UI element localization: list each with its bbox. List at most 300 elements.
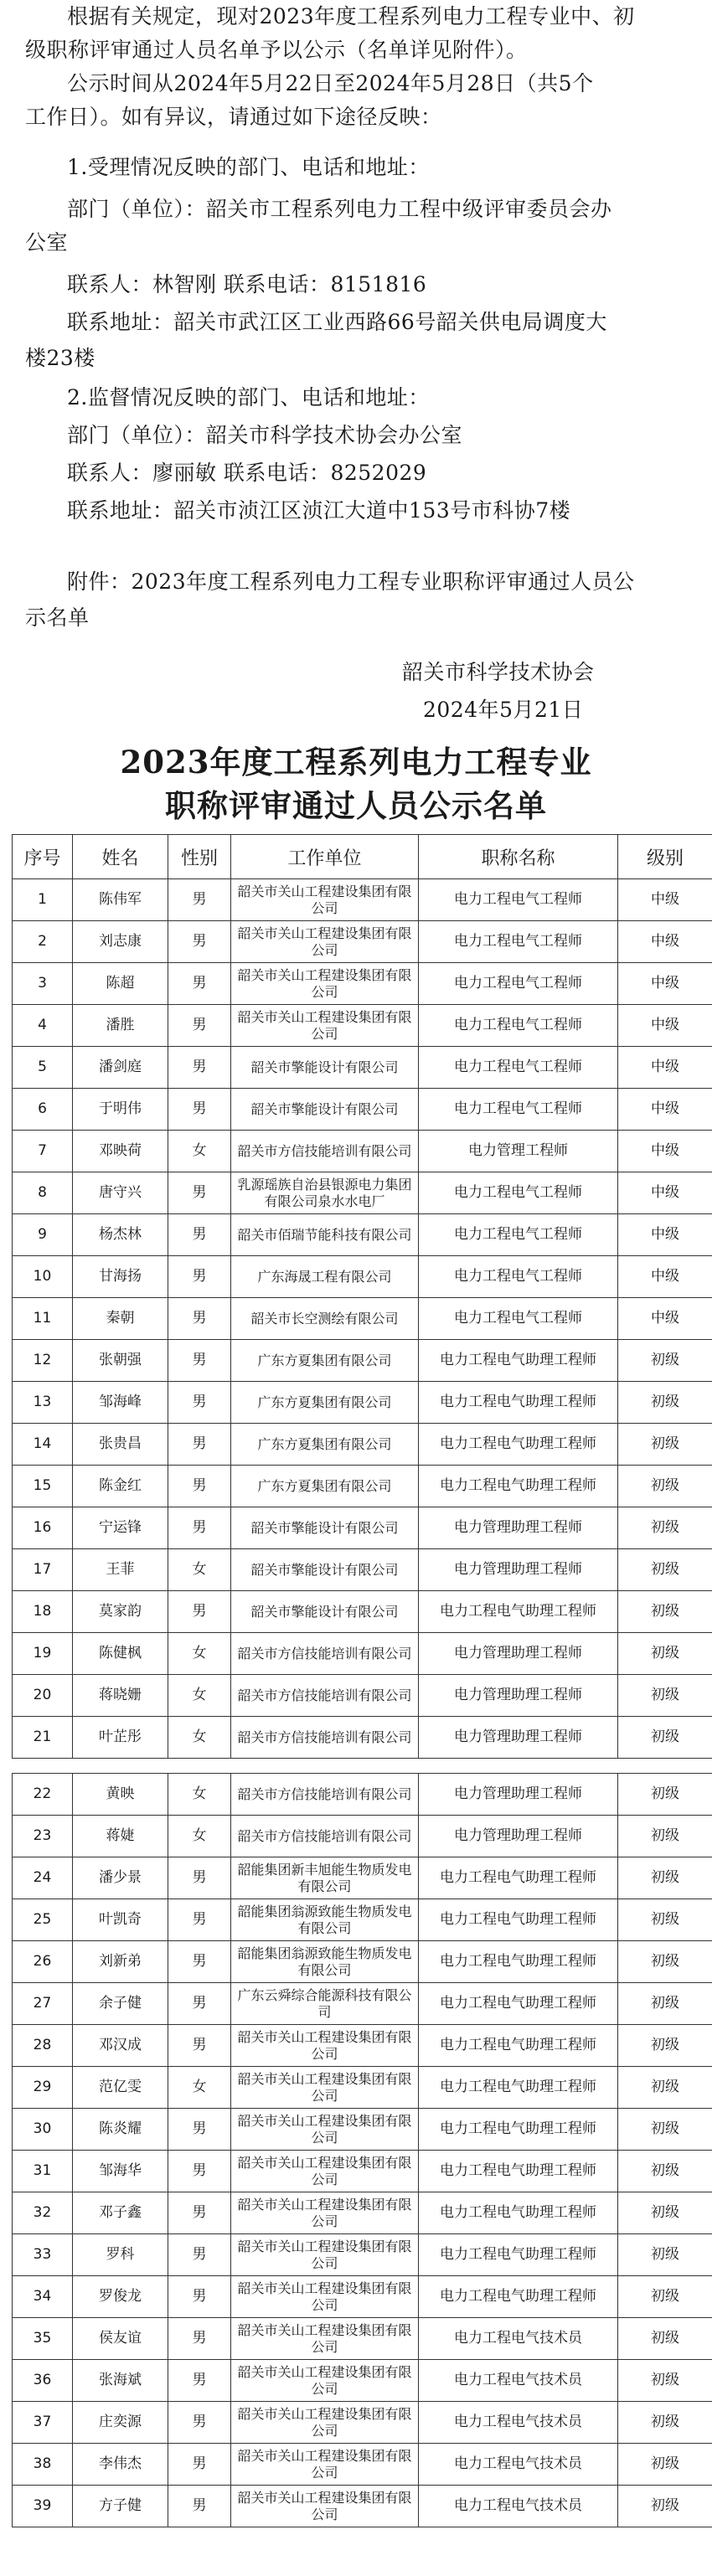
seq-cell: 4 [13, 1005, 73, 1047]
title-cell: 电力工程电气助理工程师 [419, 1424, 618, 1466]
unit-cell: 韶关市关山工程建设集团有限公司 [231, 921, 419, 963]
roster-table [12, 834, 712, 1759]
name-cell: 邓映荷 [73, 1131, 168, 1172]
name-cell: 张朝强 [73, 1340, 168, 1382]
seq-cell: 34 [13, 2276, 73, 2318]
seq-cell: 14 [13, 1424, 73, 1466]
title-cell: 电力工程电气助理工程师 [419, 1466, 618, 1507]
seq-cell: 20 [13, 1675, 73, 1717]
name-cell: 蒋婕 [73, 1816, 168, 1857]
title-cell: 电力工程电气工程师 [419, 879, 618, 921]
seq-cell: 18 [13, 1591, 73, 1633]
unit-cell: 韶关市关山工程建设集团有限公司 [231, 2234, 419, 2276]
title-cell: 电力工程电气助理工程师 [419, 1857, 618, 1899]
gender-cell: 女 [168, 1717, 231, 1759]
gender-cell: 男 [168, 1089, 231, 1131]
table-row [13, 1131, 712, 1172]
level-cell: 初级 [618, 2109, 712, 2151]
gender-cell: 男 [168, 1382, 231, 1424]
roster-header-row [13, 835, 712, 879]
gender-cell: 男 [168, 2025, 231, 2067]
level-cell: 初级 [618, 2025, 712, 2067]
name-cell: 刘新弟 [73, 1941, 168, 1983]
unit-cell: 韶关市关山工程建设集团有限公司 [231, 2109, 419, 2151]
name-cell: 莫家韵 [73, 1591, 168, 1633]
name-cell: 甘海扬 [73, 1256, 168, 1298]
unit-cell: 韶关市关山工程建设集团有限公司 [231, 2151, 419, 2192]
unit-cell: 韶关市关山工程建设集团有限公司 [231, 2360, 419, 2402]
level-cell: 初级 [618, 1941, 712, 1983]
table-row [13, 1717, 712, 1759]
unit-cell: 韶关市擎能设计有限公司 [231, 1047, 419, 1089]
title-cell: 电力工程电气助理工程师 [419, 2192, 618, 2234]
name-cell: 张海斌 [73, 2360, 168, 2402]
unit-cell: 韶关市关山工程建设集团有限公司 [231, 2486, 419, 2527]
notice-line: 部门（单位）：韶关市科学技术协会办公室 [67, 423, 463, 447]
gender-cell: 男 [168, 1340, 231, 1382]
table-row [13, 1774, 712, 1816]
table-row [13, 1466, 712, 1507]
table-row [13, 1983, 712, 2025]
notice-line: 1.受理情况反映的部门、电话和地址： [67, 155, 430, 179]
unit-cell: 韶关市擎能设计有限公司 [231, 1591, 419, 1633]
unit-cell: 广东海晟工程有限公司 [231, 1256, 419, 1298]
name-cell: 陈金红 [73, 1466, 168, 1507]
name-cell: 刘志康 [73, 921, 168, 963]
table-row [13, 963, 712, 1005]
unit-cell: 韶关市关山工程建设集团有限公司 [231, 963, 419, 1005]
notice-line: 根据有关规定，现对2023年度工程系列电力工程专业中、初 [67, 4, 635, 28]
name-cell: 叶凯奇 [73, 1899, 168, 1941]
seq-cell: 32 [13, 2192, 73, 2234]
gender-cell: 男 [168, 1047, 231, 1089]
level-cell: 初级 [618, 1591, 712, 1633]
seq-cell: 8 [13, 1172, 73, 1214]
name-cell: 唐守兴 [73, 1172, 168, 1214]
unit-cell: 韶关市关山工程建设集团有限公司 [231, 2025, 419, 2067]
unit-cell: 韶关市方信技能培训有限公司 [231, 1633, 419, 1675]
level-cell: 初级 [618, 2444, 712, 2486]
title-cell: 电力工程电气技术员 [419, 2444, 618, 2486]
seq-cell: 7 [13, 1131, 73, 1172]
table-row [13, 2234, 712, 2276]
level-cell: 初级 [618, 2067, 712, 2109]
notice-line: 公示时间从2024年5月22日至2024年5月28日（共5个 [67, 71, 594, 95]
table-row [13, 1857, 712, 1899]
level-cell: 初级 [618, 1466, 712, 1507]
name-cell: 李伟杰 [73, 2444, 168, 2486]
seq-cell: 23 [13, 1816, 73, 1857]
level-cell: 初级 [618, 1340, 712, 1382]
table-row [13, 2025, 712, 2067]
unit-cell: 韶关市方信技能培训有限公司 [231, 1131, 419, 1172]
name-cell: 陈超 [73, 963, 168, 1005]
name-cell: 陈炎耀 [73, 2109, 168, 2151]
level-cell: 初级 [618, 1675, 712, 1717]
gender-cell: 女 [168, 2067, 231, 2109]
seq-cell: 22 [13, 1774, 73, 1816]
gender-cell: 男 [168, 963, 231, 1005]
name-cell: 潘少景 [73, 1857, 168, 1899]
title-cell: 电力工程电气工程师 [419, 1298, 618, 1340]
title-cell: 电力管理助理工程师 [419, 1675, 618, 1717]
name-cell: 邓汉成 [73, 2025, 168, 2067]
seq-cell: 10 [13, 1256, 73, 1298]
level-cell: 中级 [618, 921, 712, 963]
title-cell: 电力工程电气技术员 [419, 2360, 618, 2402]
seq-cell: 2 [13, 921, 73, 963]
title-cell: 电力管理助理工程师 [419, 1774, 618, 1816]
level-cell: 初级 [618, 1774, 712, 1816]
level-cell: 初级 [618, 2234, 712, 2276]
table-row [13, 1047, 712, 1089]
notice-date: 2024年5月21日 [423, 698, 584, 722]
title-cell: 电力工程电气工程师 [419, 963, 618, 1005]
seq-cell: 26 [13, 1941, 73, 1983]
unit-cell: 乳源瑶族自治县银源电力集团有限公司泉水水电厂 [231, 1172, 419, 1214]
table-row [13, 1633, 712, 1675]
level-cell: 中级 [618, 1131, 712, 1172]
seq-cell: 24 [13, 1857, 73, 1899]
unit-cell: 韶关市方信技能培训有限公司 [231, 1717, 419, 1759]
name-cell: 陈伟军 [73, 879, 168, 921]
table-row [13, 879, 712, 921]
table-row [13, 2067, 712, 2109]
table-row [13, 2486, 712, 2527]
seq-cell: 21 [13, 1717, 73, 1759]
unit-cell: 韶关市擎能设计有限公司 [231, 1549, 419, 1591]
name-cell: 潘剑庭 [73, 1047, 168, 1089]
table-row [13, 2192, 712, 2234]
notice-line: 附件：2023年度工程系列电力工程专业职称评审通过人员公 [67, 569, 635, 594]
table-row [13, 1941, 712, 1983]
unit-cell: 韶关市关山工程建设集团有限公司 [231, 2402, 419, 2444]
notice-line: 联系地址：韶关市武江区工业西路66号韶关供电局调度大 [67, 310, 607, 334]
gender-cell: 男 [168, 1172, 231, 1214]
name-cell: 陈健枫 [73, 1633, 168, 1675]
title-cell: 电力工程电气助理工程师 [419, 1941, 618, 1983]
gender-cell: 男 [168, 2360, 231, 2402]
title-cell: 电力工程电气技术员 [419, 2486, 618, 2527]
title-cell: 电力工程电气助理工程师 [419, 1340, 618, 1382]
roster-body-continued [13, 1774, 712, 2527]
table-row [13, 1340, 712, 1382]
table-row [13, 1005, 712, 1047]
level-cell: 中级 [618, 879, 712, 921]
unit-cell: 广东方夏集团有限公司 [231, 1382, 419, 1424]
notice-line: 联系人：林智刚 联系电话：8151816 [67, 272, 427, 296]
table-row [13, 1298, 712, 1340]
title-cell: 电力工程电气助理工程师 [419, 2234, 618, 2276]
name-cell: 邓子鑫 [73, 2192, 168, 2234]
unit-cell: 韶关市方信技能培训有限公司 [231, 1675, 419, 1717]
gender-cell: 女 [168, 1675, 231, 1717]
seq-cell: 16 [13, 1507, 73, 1549]
seq-cell: 9 [13, 1214, 73, 1256]
header-title-cell: 职称名称 [419, 835, 618, 879]
table-row [13, 2318, 712, 2360]
gender-cell: 男 [168, 2318, 231, 2360]
table-row [13, 1899, 712, 1941]
name-cell: 邹海峰 [73, 1382, 168, 1424]
level-cell: 初级 [618, 1382, 712, 1424]
gender-cell: 男 [168, 2276, 231, 2318]
name-cell: 杨杰林 [73, 1214, 168, 1256]
title-cell: 电力工程电气技术员 [419, 2402, 618, 2444]
unit-cell: 韶能集团翁源致能生物质发电有限公司 [231, 1941, 419, 1983]
name-cell: 于明伟 [73, 1089, 168, 1131]
roster-body [13, 879, 712, 1759]
header-row [13, 835, 712, 879]
title-cell: 电力工程电气助理工程师 [419, 2151, 618, 2192]
list-title-line2: 职称评审通过人员公示名单 [165, 787, 547, 824]
unit-cell: 广东方夏集团有限公司 [231, 1424, 419, 1466]
gender-cell: 男 [168, 1941, 231, 1983]
unit-cell: 韶关市擎能设计有限公司 [231, 1507, 419, 1549]
title-cell: 电力工程电气技术员 [419, 2318, 618, 2360]
unit-cell: 韶能集团翁源致能生物质发电有限公司 [231, 1899, 419, 1941]
gender-cell: 男 [168, 1214, 231, 1256]
table-row [13, 1256, 712, 1298]
name-cell: 张贵昌 [73, 1424, 168, 1466]
level-cell: 中级 [618, 1214, 712, 1256]
gender-cell: 男 [168, 1899, 231, 1941]
gender-cell: 女 [168, 1816, 231, 1857]
level-cell: 初级 [618, 2360, 712, 2402]
seq-cell: 25 [13, 1899, 73, 1941]
level-cell: 初级 [618, 2402, 712, 2444]
seq-cell: 5 [13, 1047, 73, 1089]
name-cell: 余子健 [73, 1983, 168, 2025]
level-cell: 中级 [618, 1298, 712, 1340]
table-row [13, 1549, 712, 1591]
name-cell: 范亿雯 [73, 2067, 168, 2109]
notice-line: 工作日）。如有异议，请通过如下途径反映： [25, 105, 442, 129]
unit-cell: 韶关市方信技能培训有限公司 [231, 1774, 419, 1816]
unit-cell: 韶关市关山工程建设集团有限公司 [231, 2444, 419, 2486]
seq-cell: 31 [13, 2151, 73, 2192]
unit-cell: 广东方夏集团有限公司 [231, 1466, 419, 1507]
unit-cell: 广东云舜综合能源科技有限公司 [231, 1983, 419, 2025]
gender-cell: 男 [168, 2444, 231, 2486]
seq-cell: 28 [13, 2025, 73, 2067]
table-row [13, 2151, 712, 2192]
header-name-cell: 姓名 [73, 835, 168, 879]
level-cell: 中级 [618, 1005, 712, 1047]
unit-cell: 韶关市关山工程建设集团有限公司 [231, 2067, 419, 2109]
level-cell: 中级 [618, 1256, 712, 1298]
level-cell: 初级 [618, 2192, 712, 2234]
seq-cell: 33 [13, 2234, 73, 2276]
name-cell: 邹海华 [73, 2151, 168, 2192]
seq-cell: 1 [13, 879, 73, 921]
unit-cell: 韶关市佰瑞节能科技有限公司 [231, 1214, 419, 1256]
notice-signature: 韶关市科学技术协会 [402, 660, 595, 684]
name-cell: 方子健 [73, 2486, 168, 2527]
title-cell: 电力工程电气助理工程师 [419, 2276, 618, 2318]
seq-cell: 27 [13, 1983, 73, 2025]
gender-cell: 男 [168, 1591, 231, 1633]
gender-cell: 男 [168, 2109, 231, 2151]
table-row [13, 2402, 712, 2444]
level-cell: 初级 [618, 2276, 712, 2318]
title-cell: 电力工程电气工程师 [419, 1172, 618, 1214]
name-cell: 秦朝 [73, 1298, 168, 1340]
table-row [13, 2276, 712, 2318]
table-row [13, 1382, 712, 1424]
seq-cell: 38 [13, 2444, 73, 2486]
table-row [13, 1424, 712, 1466]
roster-table-continued [12, 1773, 712, 2527]
seq-cell: 19 [13, 1633, 73, 1675]
level-cell: 中级 [618, 1047, 712, 1089]
level-cell: 中级 [618, 1172, 712, 1214]
title-cell: 电力工程电气工程师 [419, 1047, 618, 1089]
table-row [13, 921, 712, 963]
notice-line: 部门（单位）：韶关市工程系列电力工程中级评审委员会办 [67, 197, 612, 221]
seq-cell: 17 [13, 1549, 73, 1591]
gender-cell: 男 [168, 1466, 231, 1507]
unit-cell: 广东方夏集团有限公司 [231, 1340, 419, 1382]
header-gender-cell: 性别 [168, 835, 231, 879]
unit-cell: 韶关市关山工程建设集团有限公司 [231, 2192, 419, 2234]
title-cell: 电力管理工程师 [419, 1131, 618, 1172]
gender-cell: 男 [168, 2234, 231, 2276]
seq-cell: 6 [13, 1089, 73, 1131]
notice-line: 楼23楼 [25, 346, 95, 370]
gender-cell: 男 [168, 879, 231, 921]
seq-cell: 37 [13, 2402, 73, 2444]
gender-cell: 男 [168, 2402, 231, 2444]
table-row [13, 2109, 712, 2151]
level-cell: 初级 [618, 1549, 712, 1591]
unit-cell: 韶关市关山工程建设集团有限公司 [231, 2318, 419, 2360]
gender-cell: 女 [168, 1633, 231, 1675]
title-cell: 电力管理助理工程师 [419, 1549, 618, 1591]
seq-cell: 11 [13, 1298, 73, 1340]
notice-line: 示名单 [25, 605, 90, 630]
notice-line: 联系人：廖丽敏 联系电话：8252029 [67, 461, 427, 485]
title-cell: 电力工程电气工程师 [419, 1089, 618, 1131]
level-cell: 初级 [618, 1857, 712, 1899]
name-cell: 罗科 [73, 2234, 168, 2276]
gender-cell: 男 [168, 1857, 231, 1899]
title-cell: 电力工程电气助理工程师 [419, 1382, 618, 1424]
table-row [13, 1675, 712, 1717]
gender-cell: 男 [168, 1507, 231, 1549]
gender-cell: 男 [168, 2486, 231, 2527]
unit-cell: 韶关市长空测绘有限公司 [231, 1298, 419, 1340]
title-cell: 电力工程电气工程师 [419, 1005, 618, 1047]
unit-cell: 韶关市方信技能培训有限公司 [231, 1816, 419, 1857]
title-cell: 电力工程电气助理工程师 [419, 1591, 618, 1633]
level-cell: 初级 [618, 2486, 712, 2527]
gender-cell: 女 [168, 1549, 231, 1591]
table-row [13, 1172, 712, 1214]
gender-cell: 男 [168, 2192, 231, 2234]
seq-cell: 30 [13, 2109, 73, 2151]
title-cell: 电力工程电气助理工程师 [419, 1983, 618, 2025]
notice-line: 公室 [25, 230, 69, 255]
gender-cell: 男 [168, 921, 231, 963]
gender-cell: 男 [168, 1256, 231, 1298]
title-cell: 电力工程电气工程师 [419, 921, 618, 963]
unit-cell: 韶关市关山工程建设集团有限公司 [231, 1005, 419, 1047]
gender-cell: 男 [168, 1983, 231, 2025]
title-cell: 电力工程电气助理工程师 [419, 1899, 618, 1941]
level-cell: 初级 [618, 1424, 712, 1466]
title-cell: 电力工程电气助理工程师 [419, 2109, 618, 2151]
gender-cell: 男 [168, 1424, 231, 1466]
header-level-cell: 级别 [618, 835, 712, 879]
table-row [13, 2444, 712, 2486]
seq-cell: 13 [13, 1382, 73, 1424]
seq-cell: 36 [13, 2360, 73, 2402]
level-cell: 初级 [618, 1717, 712, 1759]
name-cell: 蒋晓姗 [73, 1675, 168, 1717]
level-cell: 初级 [618, 1507, 712, 1549]
title-cell: 电力工程电气工程师 [419, 1256, 618, 1298]
level-cell: 初级 [618, 2318, 712, 2360]
name-cell: 王菲 [73, 1549, 168, 1591]
notice-line: 级职称评审通过人员名单予以公示（名单详见附件）。 [25, 38, 528, 62]
header-unit-cell: 工作单位 [231, 835, 419, 879]
name-cell: 侯友谊 [73, 2318, 168, 2360]
header-seq-cell: 序号 [13, 835, 73, 879]
name-cell: 叶芷彤 [73, 1717, 168, 1759]
title-cell: 电力管理助理工程师 [419, 1507, 618, 1549]
title-cell: 电力管理助理工程师 [419, 1816, 618, 1857]
table-row [13, 1089, 712, 1131]
level-cell: 中级 [618, 963, 712, 1005]
seq-cell: 15 [13, 1466, 73, 1507]
seq-cell: 35 [13, 2318, 73, 2360]
title-cell: 电力工程电气助理工程师 [419, 2067, 618, 2109]
table-row [13, 2360, 712, 2402]
name-cell: 罗俊龙 [73, 2276, 168, 2318]
table-row [13, 1816, 712, 1857]
gender-cell: 女 [168, 1774, 231, 1816]
list-title-line1: 2023年度工程系列电力工程专业 [120, 744, 592, 781]
seq-cell: 12 [13, 1340, 73, 1382]
level-cell: 初级 [618, 1983, 712, 2025]
seq-cell: 3 [13, 963, 73, 1005]
title-cell: 电力管理助理工程师 [419, 1633, 618, 1675]
gender-cell: 男 [168, 2151, 231, 2192]
gender-cell: 女 [168, 1131, 231, 1172]
gender-cell: 男 [168, 1298, 231, 1340]
title-cell: 电力工程电气工程师 [419, 1214, 618, 1256]
level-cell: 初级 [618, 1899, 712, 1941]
level-cell: 中级 [618, 1089, 712, 1131]
title-cell: 电力管理助理工程师 [419, 1717, 618, 1759]
table-row [13, 1591, 712, 1633]
notice-line: 联系地址：韶关市浈江区浈江大道中153号市科协7楼 [67, 498, 571, 523]
name-cell: 庄奕源 [73, 2402, 168, 2444]
level-cell: 初级 [618, 1816, 712, 1857]
name-cell: 宁运锋 [73, 1507, 168, 1549]
unit-cell: 韶关市关山工程建设集团有限公司 [231, 2276, 419, 2318]
title-cell: 电力工程电气助理工程师 [419, 2025, 618, 2067]
level-cell: 初级 [618, 1633, 712, 1675]
seq-cell: 39 [13, 2486, 73, 2527]
level-cell: 初级 [618, 2151, 712, 2192]
name-cell: 黄映 [73, 1774, 168, 1816]
table-row [13, 1507, 712, 1549]
gender-cell: 男 [168, 1005, 231, 1047]
notice-line: 2.监督情况反映的部门、电话和地址： [67, 385, 430, 410]
seq-cell: 29 [13, 2067, 73, 2109]
